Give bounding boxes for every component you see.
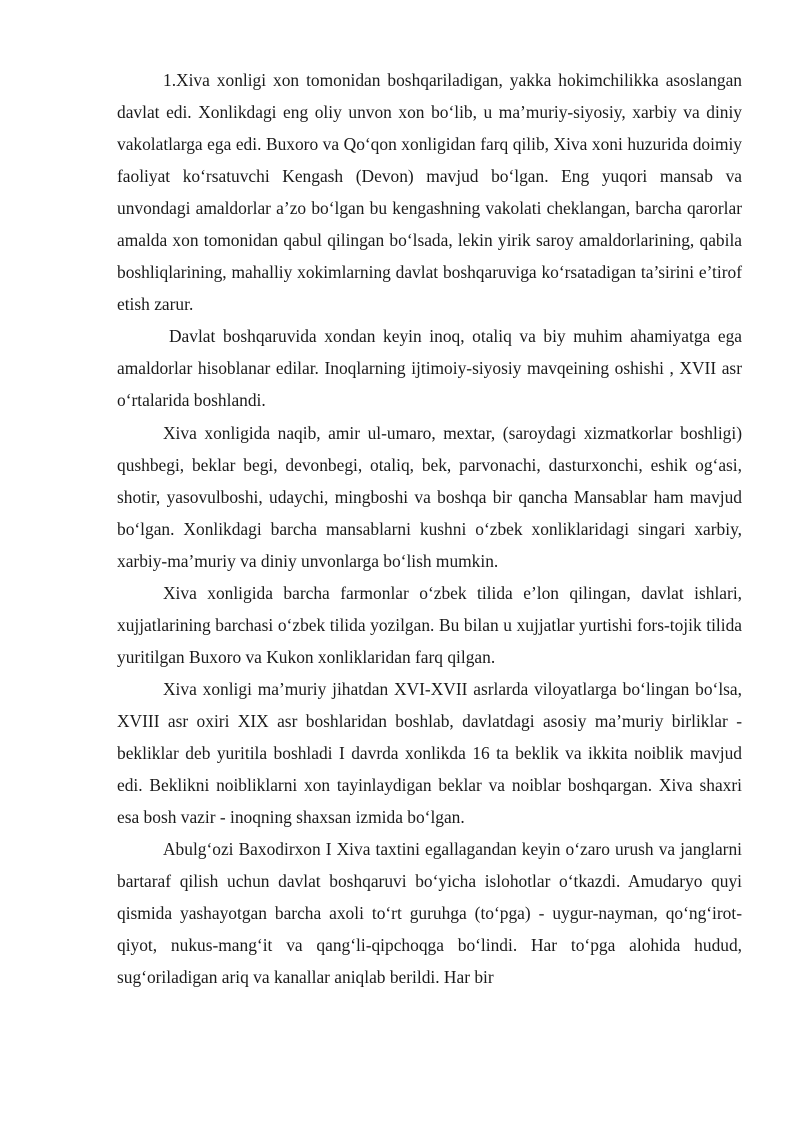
paragraph-3: Xiva xonligida naqib, amir ul-umaro, mextar, (saroydagi xizmatkorlar boshligi) qushbegi, beklar begi, devonbegi, otaliq, bek, parvonachi, dasturxonchi, eshik og‘asi, shotir, yasovulboshi, udaychi, mingboshi va boshqa bir qancha Mansablar ham mavjud bo‘lgan. Xonlikdagi barcha mansablarni kushni o‘zbek xonliklaridagi singari xarbiy, xarbiy-ma’muriy va diniy unvonlarga bo‘lish mumkin. [117,422,742,571]
paragraph-1: 1.Xiva xonligi xon tomonidan boshqariladigan, yakka hokimchilikka asoslangan davlat edi. Xonlikdagi eng oliy unvon xon bo‘lib, u ma’muriy-siyosiy, xarbiy va diniy vakolatlarga ega edi. Buxoro va Qo‘qon xonligidan farq qilib, Xiva xoni huzurida doimiy faoliyat ko‘rsatuvchi Kengash (Devon) mavjud bo‘lgan. Eng yuqori mansab va unvondagi amaldorlar a’zo bo‘lgan bu kengashning vakolati cheklangan, barcha qarorlar amalda xon tomonidan qabul qilingan bo‘lsada, lekin yirik saroy amaldorlarining, qabila boshliqlarining, mahalliy xokimlarning davlat boshqaruviga ko‘rsatadigan ta’sirini e’tirof etish zarur. [117,70,742,315]
text-body [117,64,742,993]
paragraph-5: Xiva xonligi ma’muriy jihatdan XVI-XVII asrlarda viloyatlarga bo‘lingan bo‘lsa, XVIII asr oxiri XIX asr boshlaridan boshlab, davlatdagi asosiy ma’muriy birliklar - bekliklar deb yuritila boshladi I davrda xonlikda 16 ta beklik va ikkita noiblik mavjud edi. Beklikni noibliklarni xon tayinlaydigan beklar va noiblar boshqargan. Xiva shaxri esa bosh vazir - inoqning shaxsan izmida bo‘lgan. [117,678,742,828]
paragraph-6: Abulg‘ozi Baxodirxon I Xiva taxtini egallagandan keyin o‘zaro urush va janglarni bartaraf qilish uchun davlat boshqaruvi bo‘yicha islohotlar o‘tkazdi. Amudaryo quyi qismida yashayotgan barcha axoli to‘rt guruhga (to‘pga) - uygur-nayman, qo‘ng‘irot-qiyot, nukus-mang‘it va qang‘li-qipchoqga bo‘lindi. Har to‘pga alohida hudud, sug‘oriladigan ariq va kanallar aniqlab berildi. Har bir [117,839,742,988]
paragraph-4: Xiva xonligida barcha farmonlar o‘zbek tilida e’lon qilingan, davlat ishlari, xujjatlarining barchasi o‘zbek tilida yozilgan. Bu bilan u xujjatlar yurtishi fors-tojik tilida yuritilgan Buxoro va Kukon xonliklaridan farq qilgan. [117,582,742,667]
paragraph-2: Davlat boshqaruvida xondan keyin inoq, otaliq va biy muhim ahamiyatga ega amaldorlar hisoblanar edilar. Inoqlarning ijtimoiy-siyosiy mavqeining oshishi , XVII asr o‘rtalarida boshlandi. [117,326,742,411]
